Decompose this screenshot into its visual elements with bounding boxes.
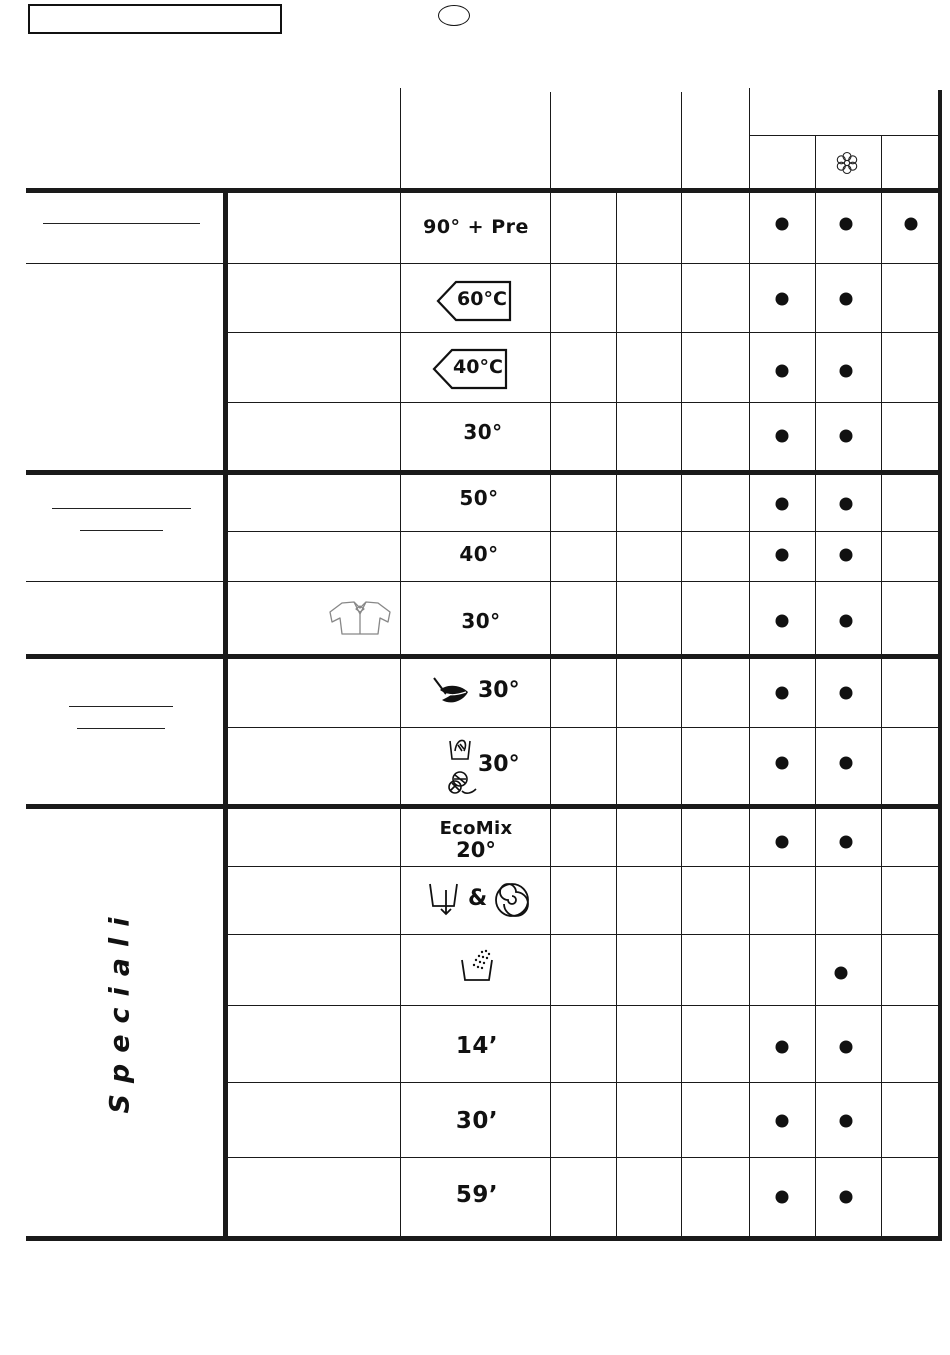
row-line <box>228 1005 940 1006</box>
row-line <box>228 531 940 532</box>
tag-60-icon <box>436 280 512 322</box>
program-label: 30’ <box>455 1108 499 1134</box>
row-line <box>228 1082 940 1083</box>
dose-dot <box>840 1191 853 1204</box>
dose-dot <box>840 1041 853 1054</box>
category-label-line <box>77 728 165 729</box>
ecomix-label: EcoMix <box>439 818 513 839</box>
dose-dot <box>776 1115 789 1128</box>
dose-dot <box>776 365 789 378</box>
row-line <box>26 263 940 264</box>
tag-40-icon <box>432 348 508 390</box>
dose-dot <box>776 549 789 562</box>
program-label: 30° <box>478 752 520 777</box>
row-line <box>26 581 940 582</box>
dose-dot <box>776 757 789 770</box>
section-line <box>26 804 942 809</box>
category-label-line <box>80 530 163 531</box>
dose-dot <box>840 365 853 378</box>
dose-dot <box>776 1041 789 1054</box>
drain-spin-icon <box>428 880 532 920</box>
dose-dot <box>840 430 853 443</box>
row-line <box>228 332 940 333</box>
language-oval <box>438 5 470 26</box>
section-line <box>26 188 942 193</box>
feather-icon <box>430 676 472 708</box>
program-label: 90° + Pre <box>423 216 529 238</box>
header-subdivider <box>749 135 940 136</box>
row-line <box>228 866 940 867</box>
row-line <box>228 402 940 403</box>
category-divider <box>223 190 228 1238</box>
section-line <box>26 1236 942 1241</box>
ecomix-temp-label: 20° <box>456 838 496 862</box>
shirt-icon <box>328 600 392 636</box>
category-label-line <box>52 508 191 509</box>
rinse-icon <box>460 948 494 982</box>
program-label: 40°C <box>453 356 503 378</box>
dose-dot <box>840 549 853 562</box>
dose-dot <box>840 687 853 700</box>
dose-dot <box>776 615 789 628</box>
category-label-line <box>69 706 173 707</box>
dose-dot <box>776 687 789 700</box>
dose-dot <box>776 430 789 443</box>
dose-dot <box>776 1191 789 1204</box>
row-line <box>228 1157 940 1158</box>
program-label: 14’ <box>455 1033 499 1059</box>
col-divider <box>749 88 750 1240</box>
flower-icon <box>834 150 860 176</box>
program-label: & <box>468 886 488 911</box>
handwash-wool-icon <box>446 735 478 797</box>
program-label: 30° <box>478 678 520 703</box>
row-line <box>228 727 940 728</box>
dose-dot <box>840 498 853 511</box>
section-line <box>26 654 942 659</box>
dose-dot <box>840 218 853 231</box>
dose-dot <box>905 218 918 231</box>
col-divider <box>815 136 816 1240</box>
section-line <box>26 470 942 475</box>
col-divider <box>681 92 682 1240</box>
col-divider <box>400 88 401 1240</box>
dose-dot <box>840 615 853 628</box>
program-label: 50° <box>459 486 499 510</box>
dose-dot <box>776 293 789 306</box>
title-box <box>28 4 282 34</box>
program-label: 30° <box>463 420 503 444</box>
dose-dot <box>840 1115 853 1128</box>
program-label: 40° <box>459 542 499 566</box>
dose-dot <box>776 218 789 231</box>
dose-dot <box>776 498 789 511</box>
dose-dot <box>840 293 853 306</box>
col-divider <box>881 136 882 1240</box>
dose-dot <box>840 757 853 770</box>
program-label: 30° <box>461 609 501 633</box>
row-line <box>228 934 940 935</box>
dose-dot <box>840 836 853 849</box>
program-label: 59’ <box>455 1182 499 1208</box>
special-section-label: Speciali <box>104 906 136 1114</box>
category-label-line <box>43 223 200 224</box>
program-label: 60°C <box>457 288 507 310</box>
dose-dot <box>835 967 848 980</box>
col-divider <box>550 92 551 1240</box>
dose-dot <box>776 836 789 849</box>
